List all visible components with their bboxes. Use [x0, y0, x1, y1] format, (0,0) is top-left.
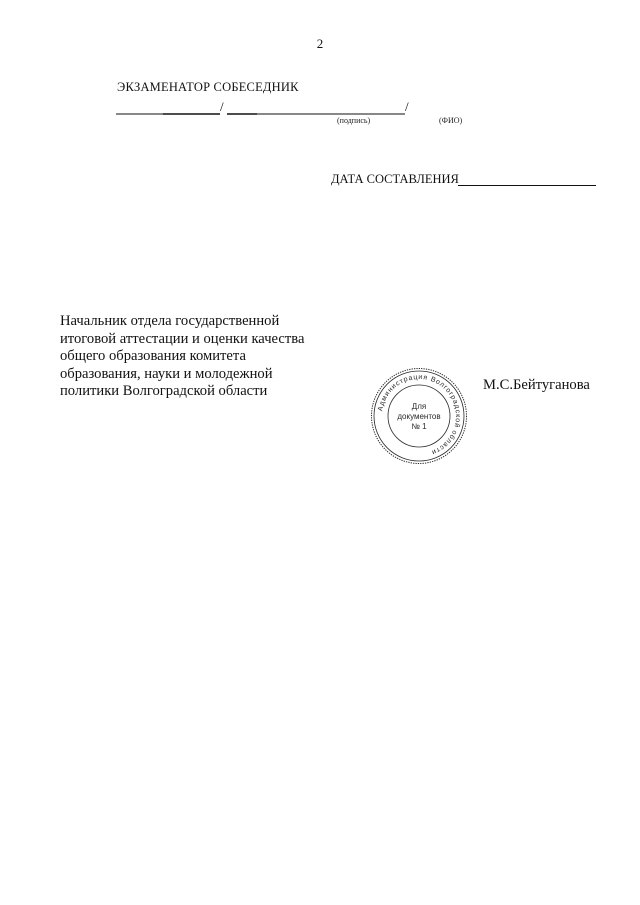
seal-ring-text: Администрация Волгоградской области	[377, 373, 462, 456]
official-seal	[369, 366, 469, 466]
signatory-name: М.С.Бейтуганова	[483, 377, 590, 393]
position-line: образования, науки и молодежной	[60, 365, 273, 382]
seal-center-line: документов	[397, 412, 441, 421]
signature-line	[116, 95, 414, 115]
position-line: общего образования комитета	[60, 348, 246, 365]
date-label: ДАТА СОСТАВЛЕНИЯ	[331, 172, 459, 186]
seal-center-line: Для	[411, 402, 427, 411]
page-number: 2	[316, 36, 324, 51]
position-line: итоговой аттестации и оценки качества	[60, 330, 305, 347]
signatory-position	[60, 313, 350, 401]
examiner-title: ЭКЗАМЕНАТОР СОБЕСЕДНИК	[117, 80, 299, 94]
separator-right: /	[405, 99, 409, 114]
separator-left: /	[220, 99, 224, 114]
date-field-line	[458, 185, 596, 186]
caption-signature: (подпись)	[337, 116, 371, 125]
position-line: политики Волгоградской области	[60, 383, 268, 400]
caption-name: (ФИО)	[439, 116, 463, 125]
position-line: Начальник отдела государственной	[60, 313, 280, 329]
seal-center-line: № 1	[411, 422, 427, 431]
